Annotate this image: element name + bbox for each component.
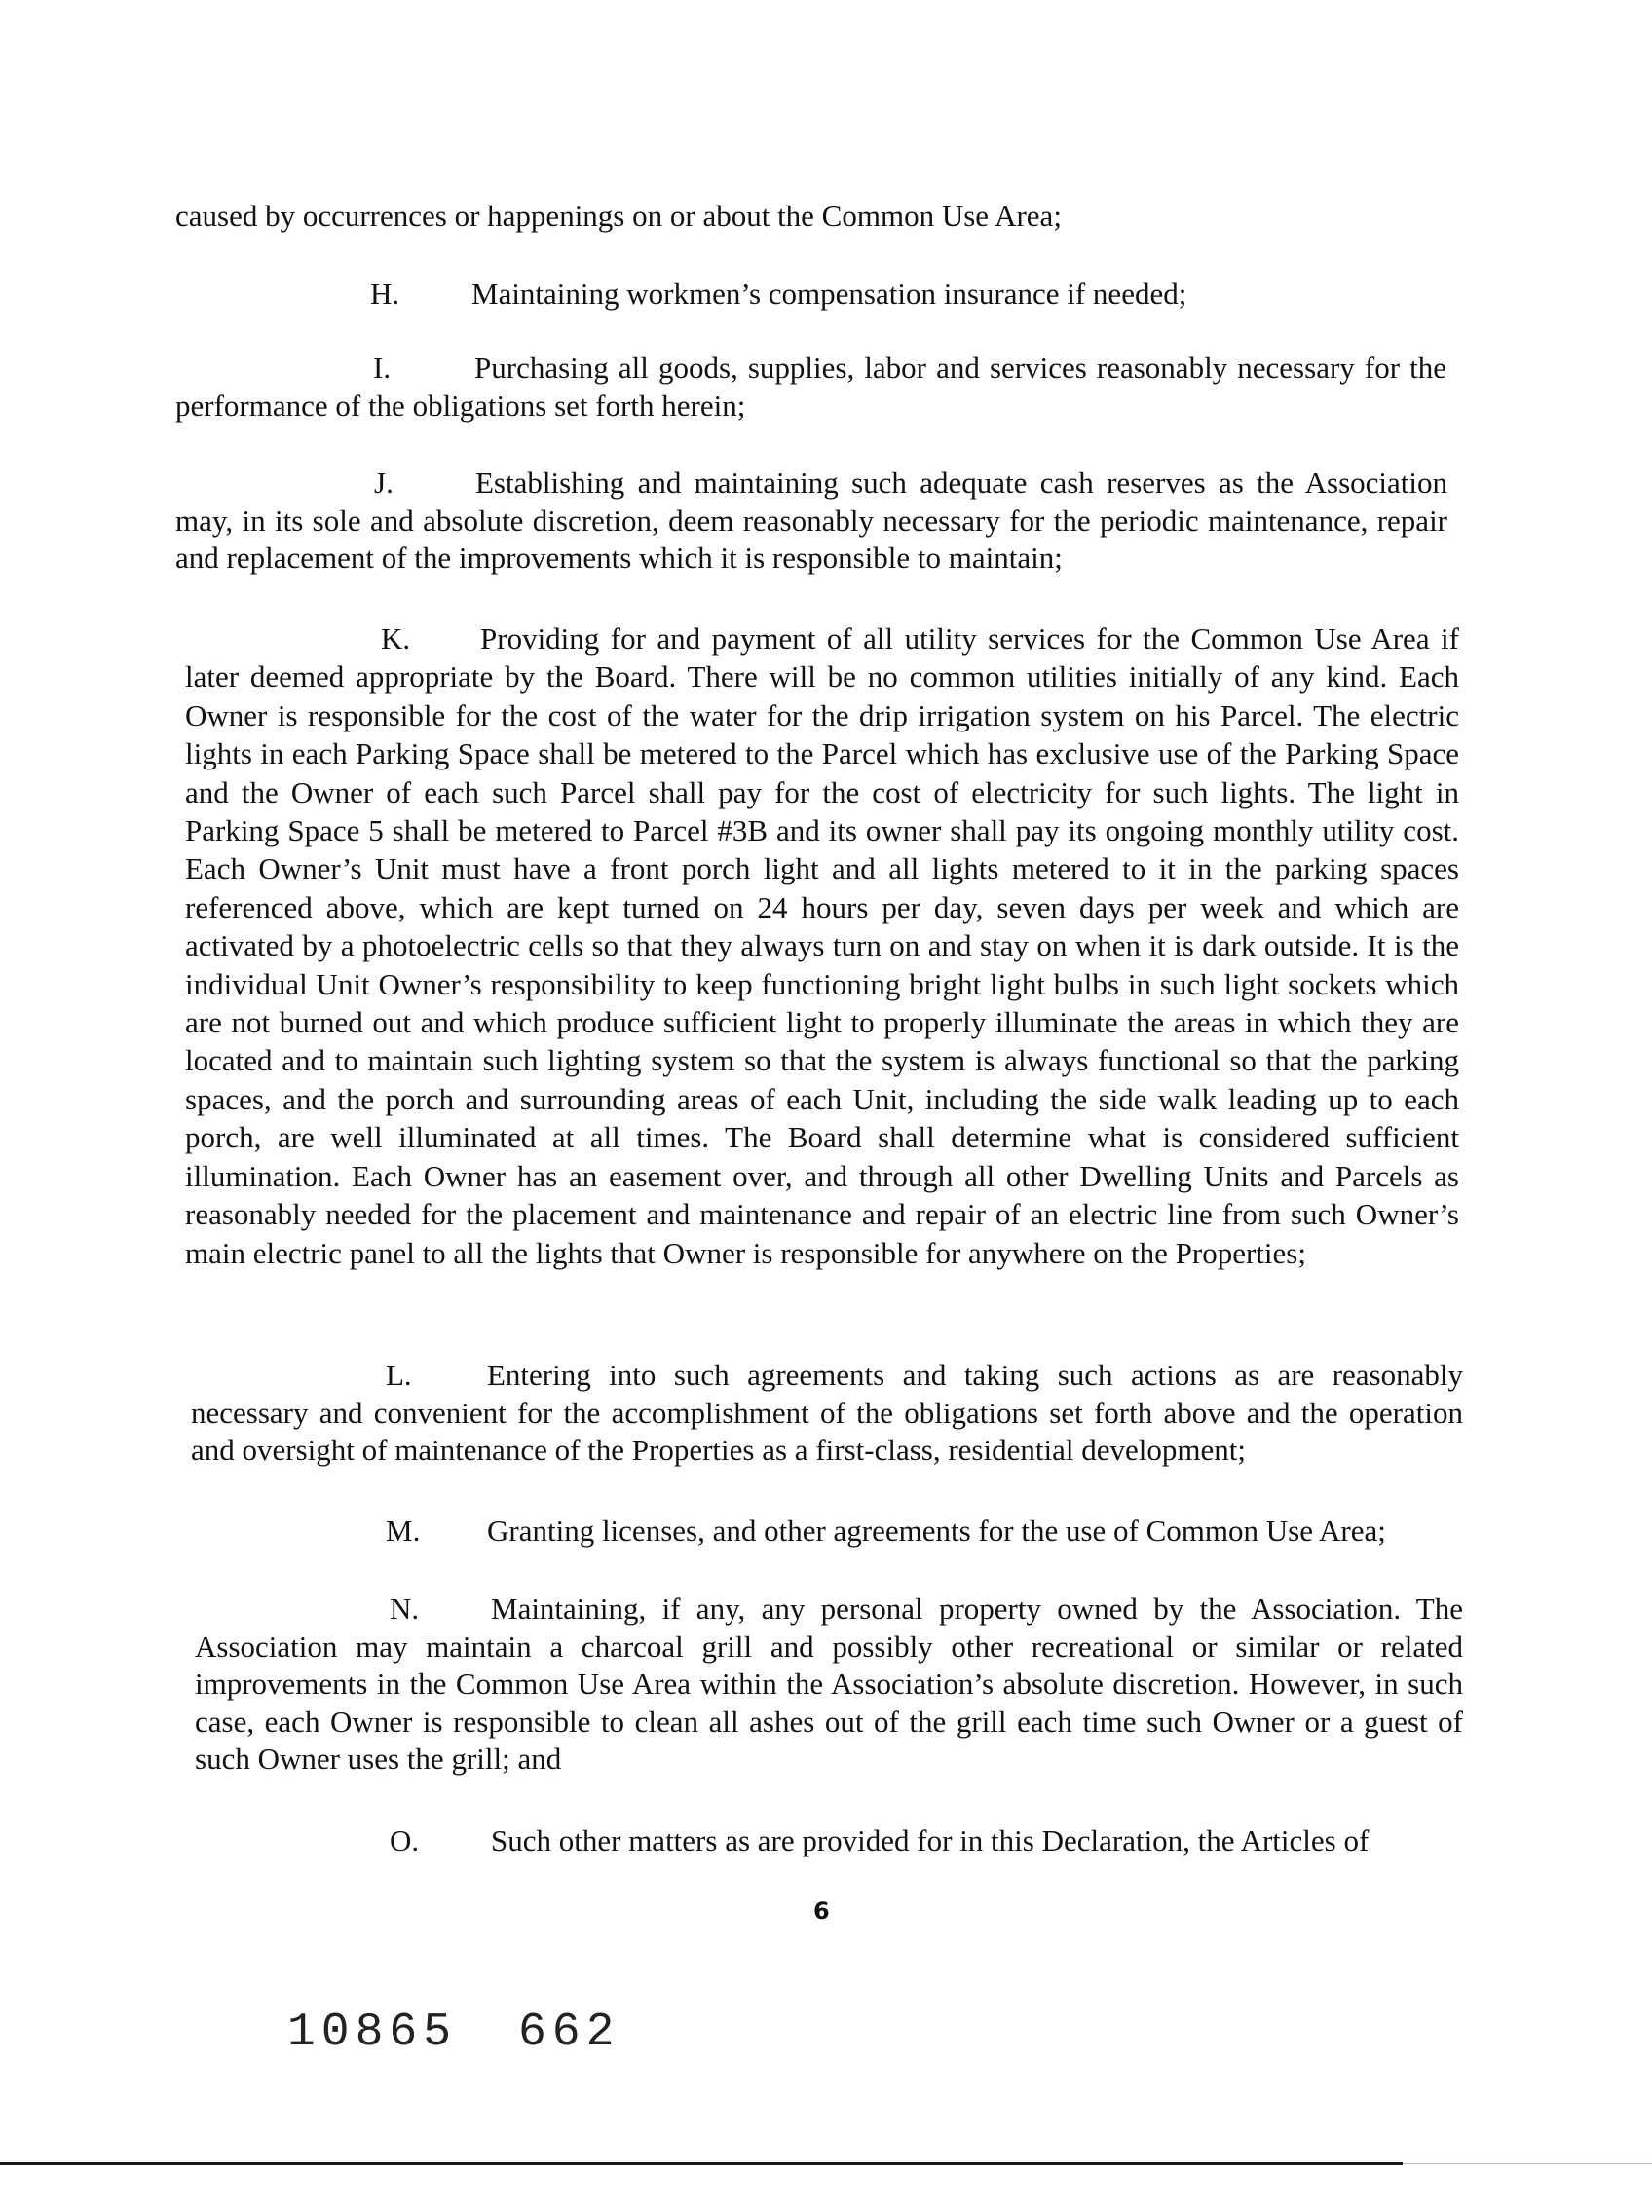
- item-o-label: O.: [390, 1823, 420, 1857]
- item-l-label: L.: [386, 1358, 412, 1392]
- item-l: [191, 1357, 1463, 1470]
- item-i-text: Purchasing all goods, supplies, labor and services reasonably necessary for the performance of the obligations set forth herein;: [175, 351, 1446, 423]
- item-j-text: Establishing and maintaining such adequate cash reserves as the Association may, in its sole and absolute discretion, deem reasonably necessary for the periodic maintenance, repair and replacement of the improvements which it is responsible to maintain;: [175, 466, 1447, 575]
- page-number: 6: [813, 1897, 830, 1925]
- item-m-text: Granting licenses, and other agreements for the use of Common Use Area;: [487, 1514, 1386, 1548]
- item-i: [175, 350, 1446, 425]
- item-i-label: I.: [373, 351, 392, 385]
- recording-page-number: 662: [518, 2006, 620, 2059]
- item-n-text: Maintaining, if any, any personal property owned by the Association. The Association may maintain a charcoal grill and possibly other recreational or similar or related improvements in the Common Use Area within the Association’s absolute discretion. However, in such case, each Owner is responsible to clean all ashes out of the grill each time such Owner or a guest of such Owner uses the grill; and: [195, 1592, 1463, 1776]
- item-k-text: Providing for and payment of all utility services for the Common Use Area if later deemed appropriate by the Board. There will be no common utilities initially of any kind. Each Owner is responsible for the cost of the water for the drip irrigation system on his Parcel. The electric lights in each Parking Space shall be metered to the Parcel which has exclusive use of the Parking Space and the Owner of each such Parcel shall pay for the cost of electricity for such lights. The light in Parking Space 5 shall be metered to Parcel #3B and its owner shall pay its ongoing monthly utility cost. Each Owner’s Unit must have a front porch light and all lights metered to it in the parking spaces referenced above, which are kept turned on 24 hours per day, seven days per week and which are activated by a photoelectric cells so that they always turn on and stay on when it is dark outside. It is the individual Unit Owner’s responsibility to keep functioning bright light bulbs in such light sockets which are not burned out and which produce sufficient light to properly illuminate the areas in which they are located and to maintain such lighting system so that the system is always functional so that the parking spaces, and the porch and surrounding areas of each Unit, including the side walk leading up to each porch, are well illuminated at all times. The Board shall determine what is considered sufficient illumination. Each Owner has an easement over, and through all other Dwelling Units and Parcels as reasonably needed for the placement and maintenance and repair of an electric line from such Owner’s main electric panel to all the lights that Owner is responsible for anywhere on the Properties;: [185, 621, 1459, 1270]
- intro-line: caused by occurrences or happenings on or about the Common Use Area;: [175, 199, 1062, 233]
- recording-book-number: 10865: [287, 2006, 458, 2059]
- item-k-label: K.: [381, 621, 411, 656]
- item-o-text: Such other matters as are provided for in this Declaration, the Articles of: [491, 1823, 1370, 1857]
- item-n-label: N.: [390, 1592, 420, 1626]
- item-j-label: J.: [374, 466, 394, 500]
- item-n: [195, 1591, 1463, 1779]
- item-m: [386, 1513, 1386, 1550]
- footer-rule: [0, 2162, 1403, 2165]
- item-l-text: Entering into such agreements and taking such actions as are reasonably necessary and convenient for the accomplishment of the obligations set forth above and the operation and oversight of maintenance of the Properties as a first-class, residential development;: [191, 1358, 1463, 1467]
- item-h-text: Maintaining workmen’s compensation insurance if needed;: [471, 277, 1187, 311]
- item-k: [185, 619, 1459, 1272]
- item-m-label: M.: [386, 1514, 421, 1548]
- item-o: [390, 1822, 1369, 1859]
- item-h-label: H.: [370, 277, 400, 311]
- footer-rule-faint: [1403, 2163, 1652, 2164]
- item-h: [370, 276, 1186, 313]
- item-j: [175, 465, 1447, 578]
